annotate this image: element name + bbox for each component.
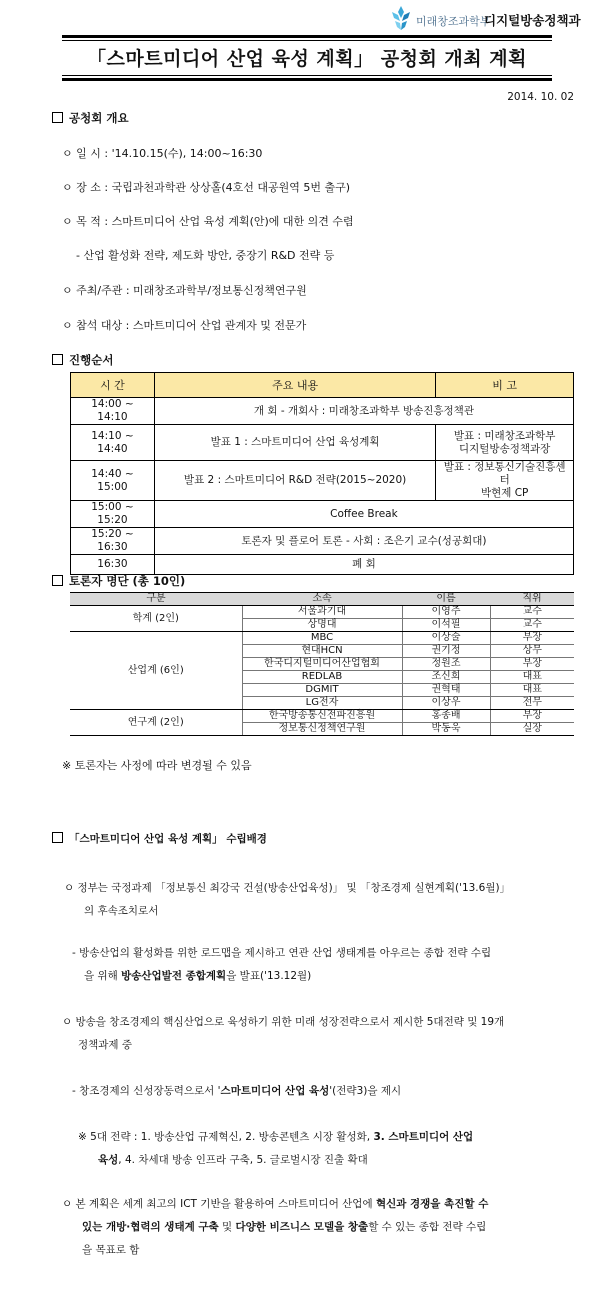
panel-header-title: 직위 xyxy=(490,593,574,606)
panel-org: REDLAB xyxy=(242,671,402,684)
title-top-rule-thin xyxy=(62,40,552,41)
square-bullet-icon xyxy=(52,354,63,365)
panel-title: 교수 xyxy=(490,619,574,632)
panel-name: 홍종배 xyxy=(402,710,490,723)
schedule-time: 15:20 ~ 16:30 xyxy=(71,528,155,555)
panel-group-label: 산업계 (6인) xyxy=(70,632,242,710)
panel-org: MBC xyxy=(242,632,402,645)
background-note-line1: ※ 5대 전략 : 1. 방송산업 규제혁신, 2. 방송콘텐츠 시장 활성화, 3. 스마트미디어 산업 xyxy=(78,1131,474,1143)
schedule-header-note: 비 고 xyxy=(436,373,574,398)
overview-purpose-detail: - 산업 활성화 전략, 제도화 방안, 중장기 R&D 전략 등 xyxy=(76,249,335,262)
background-heading: 「스마트미디어 산업 육성 계획」 수립배경 xyxy=(52,831,267,846)
panel-org: 현대HCN xyxy=(242,645,402,658)
panel-group-label: 학계 (2인) xyxy=(70,606,242,632)
panel-org: DGMIT xyxy=(242,684,402,697)
panel-name: 이석필 xyxy=(402,619,490,632)
background-para4: - 창조경제의 신성장동력으로서 '스마트미디어 산업 육성'(전략3)을 제시 xyxy=(72,1085,402,1097)
schedule-row xyxy=(71,398,574,425)
schedule-note-line: 박현제 CP xyxy=(480,487,529,499)
panel-title: 상무 xyxy=(490,645,574,658)
background-para6-line2: 있는 개방·협력의 생태계 구축 및 다양한 비즈니스 모델을 창출할 수 있는 종합 전략 수립 xyxy=(82,1221,487,1233)
panel-header-row xyxy=(70,593,574,606)
schedule-note-line: 발표 : 정보통신기술진흥센터 xyxy=(443,461,566,486)
panel-table xyxy=(70,592,574,736)
division-name: 디지털방송정책과 xyxy=(484,13,581,28)
panel-footnote: ※ 토론자는 사정에 따라 변경될 수 있음 xyxy=(62,759,252,772)
background-para6-line1: ㅇ 본 계획은 세계 최고의 ICT 기반을 활용하여 스마트미디어 산업에 혁신과 경쟁을 촉진할 수 xyxy=(62,1198,489,1210)
panel-title: 전무 xyxy=(490,697,574,710)
schedule-note-line: 디지털방송정책과장 xyxy=(459,442,551,455)
panel-title: 실장 xyxy=(490,723,574,736)
schedule-row xyxy=(71,461,574,501)
panel-org: 한국방송통신전파진흥원 xyxy=(242,710,402,723)
panel-name: 이상술 xyxy=(402,632,490,645)
panel-name: 권기정 xyxy=(402,645,490,658)
overview-heading: 공청회 개요 xyxy=(52,110,129,126)
panel-title: 대표 xyxy=(490,671,574,684)
background-para2-line1: - 방송산업의 활성화를 위한 로드맵을 제시하고 연관 산업 생태계를 아우르는 종합 전략 수립 xyxy=(72,947,492,959)
panel-title: 대표 xyxy=(490,684,574,697)
document-date: 2014. 10. 02 xyxy=(507,91,574,103)
schedule-table xyxy=(70,372,574,575)
panel-title: 부장 xyxy=(490,632,574,645)
schedule-time: 14:00 ~ 14:10 xyxy=(71,398,155,425)
panel-title: 교수 xyxy=(490,606,574,619)
background-para1-line2: 의 후속조치로서 xyxy=(84,905,159,917)
panel-heading: 토론자 명단 (총 10인) xyxy=(52,573,185,589)
schedule-header-content: 주요 내용 xyxy=(154,373,435,398)
schedule-time: 14:10 ~ 14:40 xyxy=(71,425,155,461)
overview-purpose: ㅇ 목 적 : 스마트미디어 산업 육성 계획(안)에 대한 의견 수렴 xyxy=(62,215,354,228)
panel-row xyxy=(70,606,574,619)
panel-name: 이상우 xyxy=(402,697,490,710)
panel-org: LG전자 xyxy=(242,697,402,710)
schedule-header-row xyxy=(71,373,574,398)
schedule-content: 발표 2 : 스마트미디어 R&D 전략(2015~2020) xyxy=(154,461,435,501)
schedule-heading: 진행순서 xyxy=(52,352,113,368)
ministry-logo-icon xyxy=(390,5,412,31)
schedule-content: 개 회 - 개회사 : 미래창조과학부 방송진흥정책관 xyxy=(154,398,573,425)
panel-name: 정원조 xyxy=(402,658,490,671)
overview-attendees: ㅇ 참석 대상 : 스마트미디어 산업 관계자 및 전문가 xyxy=(62,319,307,332)
schedule-header-time: 시 간 xyxy=(71,373,155,398)
overview-place: ㅇ 장 소 : 국립과천과학관 상상홀(4호선 대공원역 5번 출구) xyxy=(62,181,351,194)
panel-title: 부장 xyxy=(490,710,574,723)
panel-name: 이영주 xyxy=(402,606,490,619)
panel-org: 한국디지털미디어산업협회 xyxy=(242,658,402,671)
background-para6-line3: 을 목표로 함 xyxy=(82,1244,140,1256)
schedule-note-line: 발표 : 미래창조과학부 xyxy=(453,429,556,442)
panel-name: 권혁태 xyxy=(402,684,490,697)
square-bullet-icon xyxy=(52,112,63,123)
panel-org: 상명대 xyxy=(242,619,402,632)
overview-host: ㅇ 주최/주관 : 미래창조과학부/정보통신정책연구원 xyxy=(62,284,307,297)
square-bullet-icon xyxy=(52,832,63,843)
ministry-name: 미래창조과학부 xyxy=(416,15,491,28)
background-para2-line2: 을 위해 방송산업발전 종합계획을 발표('13.12월) xyxy=(84,970,312,982)
panel-title: 부장 xyxy=(490,658,574,671)
panel-group-label: 연구계 (2인) xyxy=(70,710,242,736)
schedule-time: 15:00 ~ 15:20 xyxy=(71,501,155,528)
background-note-line2: 육성, 4. 차세대 방송 인프라 구축, 5. 글로벌시장 진출 확대 xyxy=(98,1154,368,1166)
panel-name: 조신희 xyxy=(402,671,490,684)
schedule-time: 16:30 xyxy=(71,555,155,575)
schedule-content: Coffee Break xyxy=(154,501,573,528)
overview-date: ㅇ 일 시 : '14.10.15(수), 14:00~16:30 xyxy=(62,147,263,160)
background-para1-line1: ㅇ 정부는 국정과제 「정보통신 최강국 건설(방송산업육성)」 및 「창조경제 실현계획('13.6월)」 xyxy=(64,882,511,894)
schedule-time: 14:40 ~ 15:00 xyxy=(71,461,155,501)
title-bottom-rule-thin xyxy=(62,75,552,76)
panel-header-org: 소속 xyxy=(242,593,402,606)
square-bullet-icon xyxy=(52,575,63,586)
title-bottom-rule xyxy=(62,78,552,81)
panel-row xyxy=(70,710,574,723)
panel-header-category: 구분 xyxy=(70,593,242,606)
schedule-row xyxy=(71,425,574,461)
panel-org: 정보통신정책연구원 xyxy=(242,723,402,736)
schedule-row xyxy=(71,501,574,528)
panel-header-name: 이름 xyxy=(402,593,490,606)
schedule-row xyxy=(71,555,574,575)
background-para3-line1: ㅇ 방송을 창조경제의 핵심산업으로 육성하기 위한 미래 성장전략으로서 제시한 5대전략 및 19개 xyxy=(62,1016,505,1028)
schedule-note xyxy=(436,425,574,461)
schedule-row xyxy=(71,528,574,555)
schedule-content: 폐 회 xyxy=(154,555,573,575)
schedule-content: 토론자 및 플로어 토론 - 사회 : 조은기 교수(성공회대) xyxy=(154,528,573,555)
panel-row xyxy=(70,632,574,645)
panel-org: 서울과기대 xyxy=(242,606,402,619)
schedule-note xyxy=(436,461,574,501)
title-top-rule xyxy=(62,35,552,38)
document-title: 「스마트미디어 산업 육성 계획」 공청회 개최 계획 xyxy=(87,48,527,70)
panel-name: 박동욱 xyxy=(402,723,490,736)
schedule-content: 발표 1 : 스마트미디어 산업 육성계획 xyxy=(154,425,435,461)
background-para3-line2: 정책과제 중 xyxy=(78,1039,133,1051)
